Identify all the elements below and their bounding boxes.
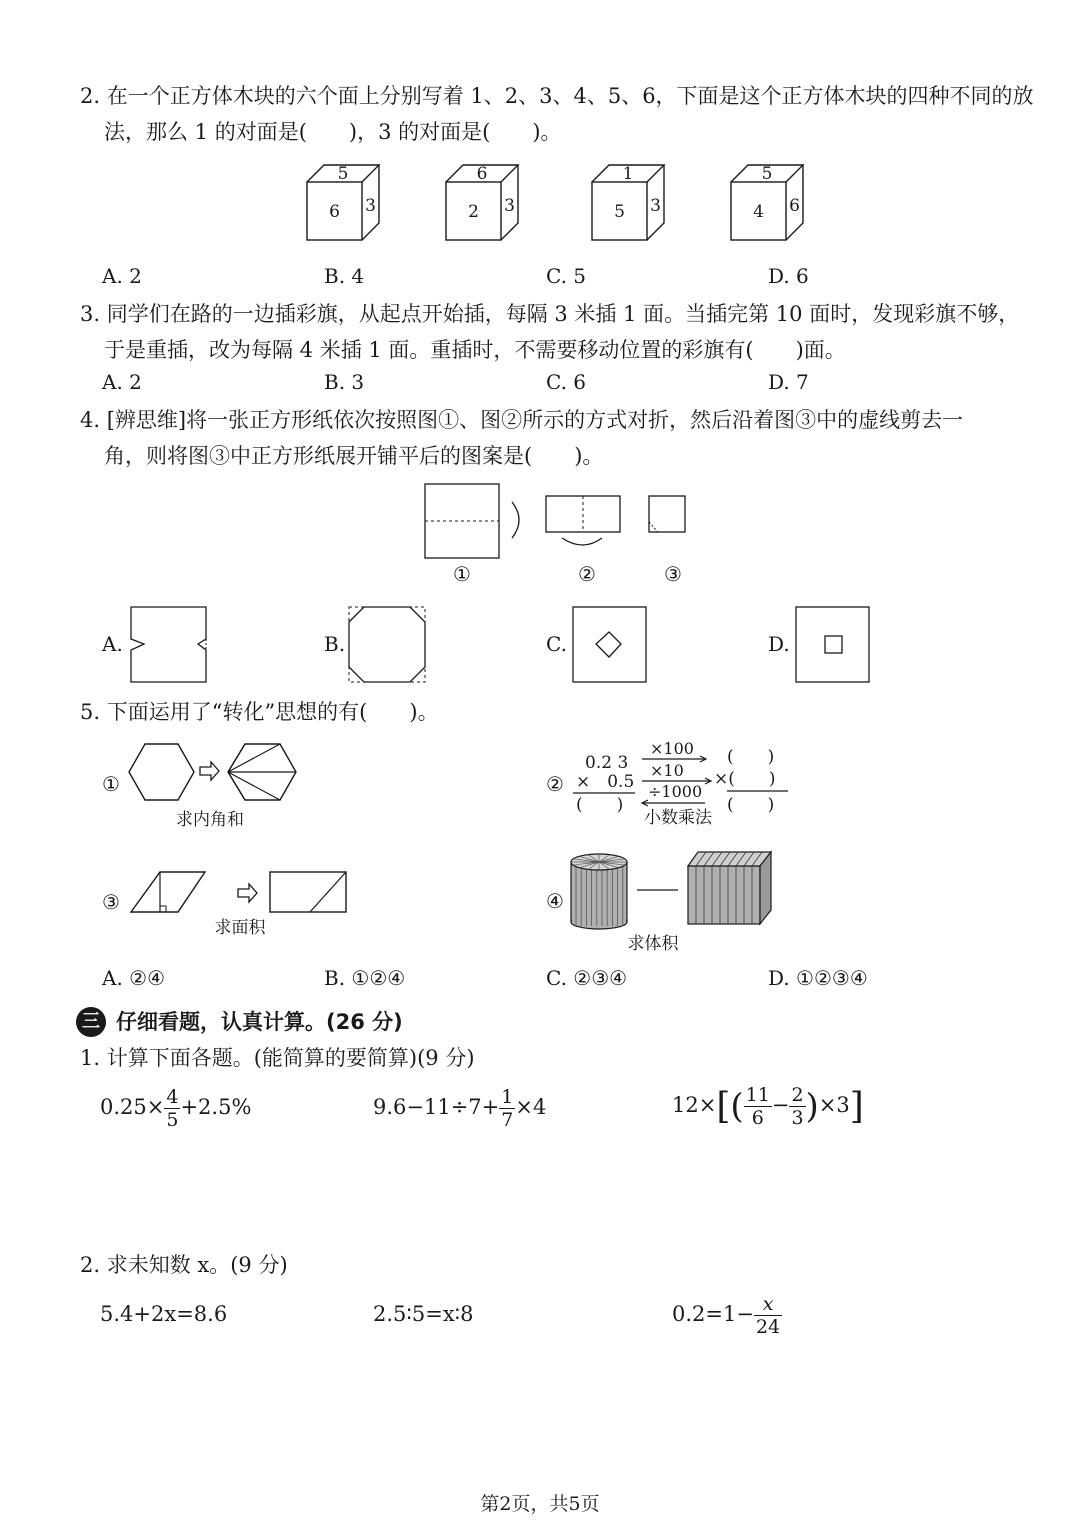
fold-step3-square	[649, 496, 685, 532]
item2-b: × 0.5	[576, 772, 635, 792]
calc2-expr3: 0.2=1− $\frac{x}{24}$	[672, 1293, 781, 1338]
item2-result2: ×( )	[714, 769, 776, 789]
q5-option-a[interactable]: A. ②④	[102, 966, 166, 990]
cube-4	[731, 164, 803, 240]
option-a-shape	[131, 607, 206, 682]
q3-line1: 3. 同学们在路的一边插彩旗，从起点开始插，每隔 3 米插 1 面。当插完第 10 面时，发现彩旗不够，	[80, 302, 1020, 326]
cube-front-number: 5	[614, 202, 625, 222]
cube-3	[592, 164, 664, 240]
cylinder-icon	[571, 854, 627, 929]
cube-side-number: 6	[789, 196, 800, 216]
calc1-expr2: 9.6−11÷7+ $\frac{1}{7}$ ×4	[373, 1086, 547, 1131]
q4-folding-figure	[0, 480, 1080, 590]
calc1-title: 1. 计算下面各题。(能简算的要简算)(9 分)	[80, 1046, 475, 1070]
cube-side-number: 3	[650, 196, 661, 216]
q5-option-c[interactable]: C. ②③④	[546, 966, 628, 990]
calc2-expr2: 2.5∶5=x∶8	[373, 1302, 474, 1326]
q4-option-b[interactable]: B.	[324, 632, 346, 656]
calc2-title: 2. 求未知数 x。(9 分)	[80, 1253, 288, 1277]
item4-caption: 求体积	[627, 934, 679, 954]
section3-title: 仔细看题，认真计算。(26 分)	[116, 1010, 403, 1034]
section3-badge-text: 三	[82, 1011, 100, 1032]
cube-top-number: 1	[622, 164, 634, 184]
calc1-expr1: 0.25× $\frac{4}{5}$ +2.5%	[100, 1086, 252, 1131]
q2-option-c[interactable]: C. 5	[546, 264, 587, 288]
fig-label-2: ②	[578, 562, 596, 586]
item2-result3: ( )	[727, 795, 775, 815]
q5-option-d[interactable]: D. ①②③④	[768, 966, 868, 990]
q5-figures	[0, 730, 1080, 960]
q3-line2: 于是重插，改为每隔 4 米插 1 面。重插时，不需要移动位置的彩旗有( )面。	[104, 338, 846, 362]
convert-arrow-icon-2	[238, 884, 257, 902]
q2-line1: 2. 在一个正方体木块的六个面上分别写着 1、2、3、4、5、6，下面是这个正方体木块的四种不同的放	[80, 84, 1034, 108]
cube-top-number: 5	[337, 164, 349, 184]
option-d-shape	[796, 607, 869, 682]
q4-option-c[interactable]: C.	[546, 632, 567, 656]
q3-option-c[interactable]: C. 6	[546, 370, 587, 394]
fold-step1-arrow	[512, 502, 519, 538]
cube-front-number: 6	[329, 202, 340, 222]
item2-blank: ( )	[576, 795, 624, 815]
q3-option-d[interactable]: D. 7	[768, 370, 809, 394]
fold-step3-cutline	[649, 522, 658, 532]
item2-caption: 小数乘法	[644, 808, 712, 828]
item3-num: ③	[102, 890, 120, 914]
fig-label-3: ③	[664, 562, 682, 586]
cube-top-number: 5	[761, 164, 773, 184]
parallelogram-icon	[131, 872, 205, 912]
item4-num: ④	[546, 889, 564, 913]
q3-option-b[interactable]: B. 3	[324, 370, 365, 394]
q4-answer-figures	[0, 604, 1080, 684]
item1-caption: 求内角和	[176, 810, 244, 830]
q4-option-d[interactable]: D.	[768, 632, 790, 656]
cube-top-number: 6	[476, 164, 488, 184]
cube-front-number: 2	[468, 202, 479, 222]
item2-op1: ×100	[650, 739, 694, 758]
convert-arrow-icon	[200, 762, 219, 780]
q2-option-b[interactable]: B. 4	[324, 264, 365, 288]
item2-op2: ×10	[650, 761, 684, 780]
hexagon-icon	[129, 744, 194, 800]
fig-label-1: ①	[453, 562, 471, 586]
q4-option-a[interactable]: A.	[102, 632, 123, 656]
page-footer: 第2页，共5页	[480, 1493, 600, 1515]
q3-option-a[interactable]: A. 2	[102, 370, 142, 394]
item2-result1: ( )	[727, 747, 775, 767]
item2-op3: ÷1000	[648, 782, 703, 801]
q5-option-b[interactable]: B. ①②④	[324, 966, 406, 990]
option-b-shape	[349, 607, 425, 682]
option-c-shape	[573, 607, 646, 682]
fold-step2-arrow	[562, 538, 602, 545]
q2-line2: 法，那么 1 的对面是( )，3 的对面是( )。	[104, 120, 562, 144]
q4-line2: 角，则将图③中正方形纸展开铺平后的图案是( )。	[104, 444, 604, 468]
calc2-expr1: 5.4+2x=8.6	[100, 1302, 228, 1326]
q4-line1: 4. [辨思维]将一张正方形纸依次按照图①、图②所示的方式对折，然后沿着图③中的虚线剪去一	[80, 408, 964, 432]
item2-a: 0.2 3	[585, 753, 629, 773]
cube-2	[446, 164, 518, 240]
cuboid-icon	[688, 852, 771, 924]
calc1-expr3: 12×[( $\frac{11}{6}$ − $\frac{2}{3}$ )×3]	[672, 1084, 864, 1129]
cube-1	[307, 164, 379, 240]
rectangle-icon	[270, 872, 346, 912]
q2-cubes-figure	[0, 160, 1080, 250]
cube-front-number: 4	[753, 202, 764, 222]
cube-side-number: 3	[504, 196, 515, 216]
q5-line1: 5. 下面运用了“转化”思想的有( )。	[80, 700, 439, 724]
cube-side-number: 3	[365, 196, 376, 216]
q2-option-a[interactable]: A. 2	[102, 264, 142, 288]
item3-caption: 求面积	[214, 918, 266, 938]
q2-option-d[interactable]: D. 6	[768, 264, 809, 288]
item2-num: ②	[546, 772, 564, 796]
item1-num: ①	[102, 772, 120, 796]
